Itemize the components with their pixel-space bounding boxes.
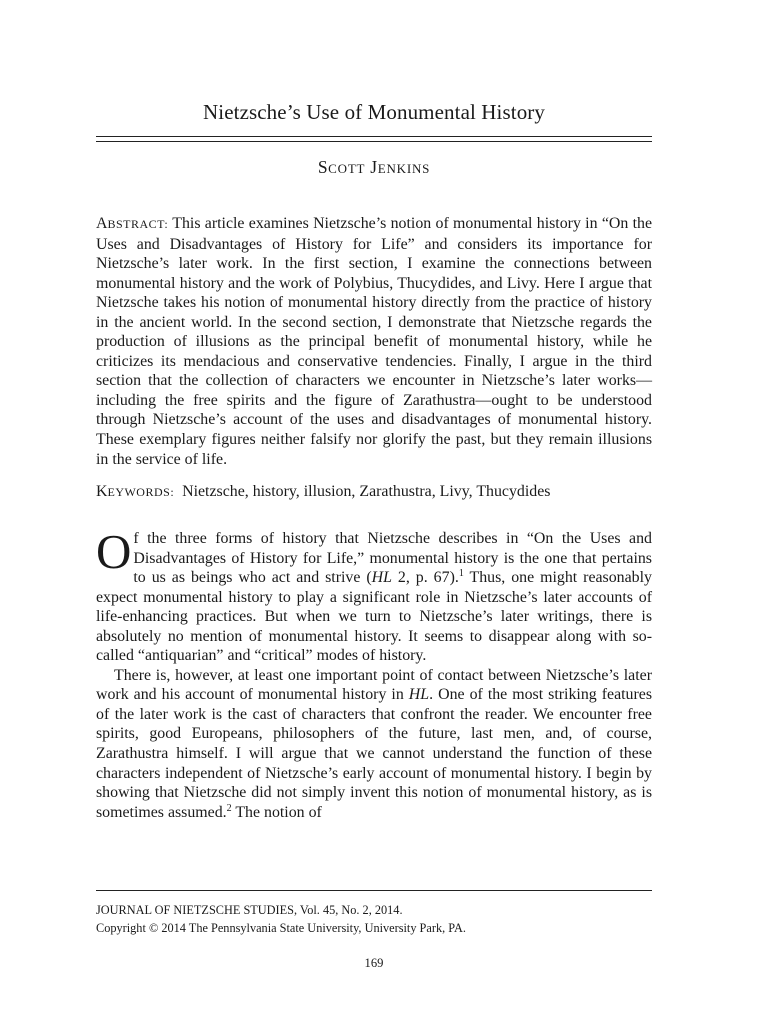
- p1-text-a: f the three forms of history that Nietzsche describes in “On the Uses and Disadvantages of History for Life,” monumental history is the one that pertains to us as beings who act and strive (: [133, 530, 652, 587]
- author-last-rest: ENKINS: [377, 161, 431, 176]
- drop-cap: O: [96, 524, 132, 579]
- footnote-ref-2[interactable]: 2: [226, 802, 232, 814]
- body-text: [96, 524, 653, 822]
- title-double-rule: [96, 136, 652, 142]
- body-paragraph-2: [96, 666, 652, 822]
- abstract-label-initial: A: [96, 215, 108, 232]
- page-number: 169: [364, 956, 384, 970]
- p2-abbr: HL: [408, 686, 430, 704]
- keywords-label-rest: EYWORDS:: [107, 485, 175, 499]
- author-first-initial: S: [317, 157, 329, 177]
- p2-text-b: . One of the most striking features of the later work is the cast of characters that confront the reader. We encounter free spirits, good Europeans, philosophers of the future, last men, and, of course, Zarathustra himself. I will argue that we cannot understand the function of these characters independent of Nietzsche’s early account of monumental history. I begin by showing that Nietzsche did not simply invent this notion of monumental history, as is sometimes assumed.: [96, 686, 653, 821]
- abstract-text: This article examines Nietzsche’s notion of monumental history in “On the Uses and Disadvantages of History for Life” and considers its importance for Nietzsche’s later work. In the first section, I examine the connections between monumental history and the work of Polybius, Thucydides, and Livy. Here I argue that Nietzsche takes his notion of monumental history directly from the practice of history in the ancient world. In the second section, I demonstrate that Nietzsche regards the production of illusions as the principal benefit of monumental history, while he criticizes its mendacious and conservative tendencies. Finally, I argue in the third section that the collection of characters we encounter in Nietzsche’s later works—including the free spirits and the figure of Zarathustra—ought to be understood through Nietzsche’s account of the uses and disadvantages of monumental history. These exemplary figures neither falsify nor glorify the past, but they remain illusions in the service of life.: [96, 215, 653, 468]
- keywords-label-initial: K: [96, 483, 108, 500]
- author-last-initial: J: [370, 157, 378, 177]
- journal-citation: JOURNAL OF NIETZSCHE STUDIES, Vol. 45, No. 2, 2014.: [96, 903, 403, 917]
- p1-text-b: 2, p. 67).: [391, 569, 459, 587]
- author-name: [96, 157, 652, 178]
- abstract: [96, 214, 652, 469]
- body-paragraph-1: [96, 524, 652, 666]
- abstract-label-rest: BSTRACT:: [107, 217, 169, 231]
- keywords: [96, 482, 652, 503]
- p2-text-c: The notion of: [231, 803, 322, 821]
- footer-rule: [96, 890, 652, 891]
- copyright-notice: Copyright © 2014 The Pennsylvania State University, University Park, PA.: [96, 921, 466, 935]
- footnote-ref-1[interactable]: 1: [458, 568, 464, 580]
- author-first-rest: COTT: [328, 161, 366, 176]
- p1-abbr: HL: [371, 569, 392, 587]
- p1-text-c: Thus, one might reasonably expect monumental history to play a significant role in Nietzsche’s later accounts of life-enhancing practices. But when we turn to Nietzsche’s later writings, there is absolutely no mention of monumental history. It seems to disappear along with so-called “antiquarian” and “critical” modes of history.: [96, 569, 652, 665]
- p2-text-a: There is, however, at least one important point of contact between Nietzsche’s later work and his account of monumental history in: [96, 666, 652, 704]
- article-page: [96, 0, 652, 1024]
- article-title: Nietzsche’s Use of Monumental History: [203, 100, 545, 124]
- keywords-text: Nietzsche, history, illusion, Zarathustra, Livy, Thucydides: [182, 483, 551, 500]
